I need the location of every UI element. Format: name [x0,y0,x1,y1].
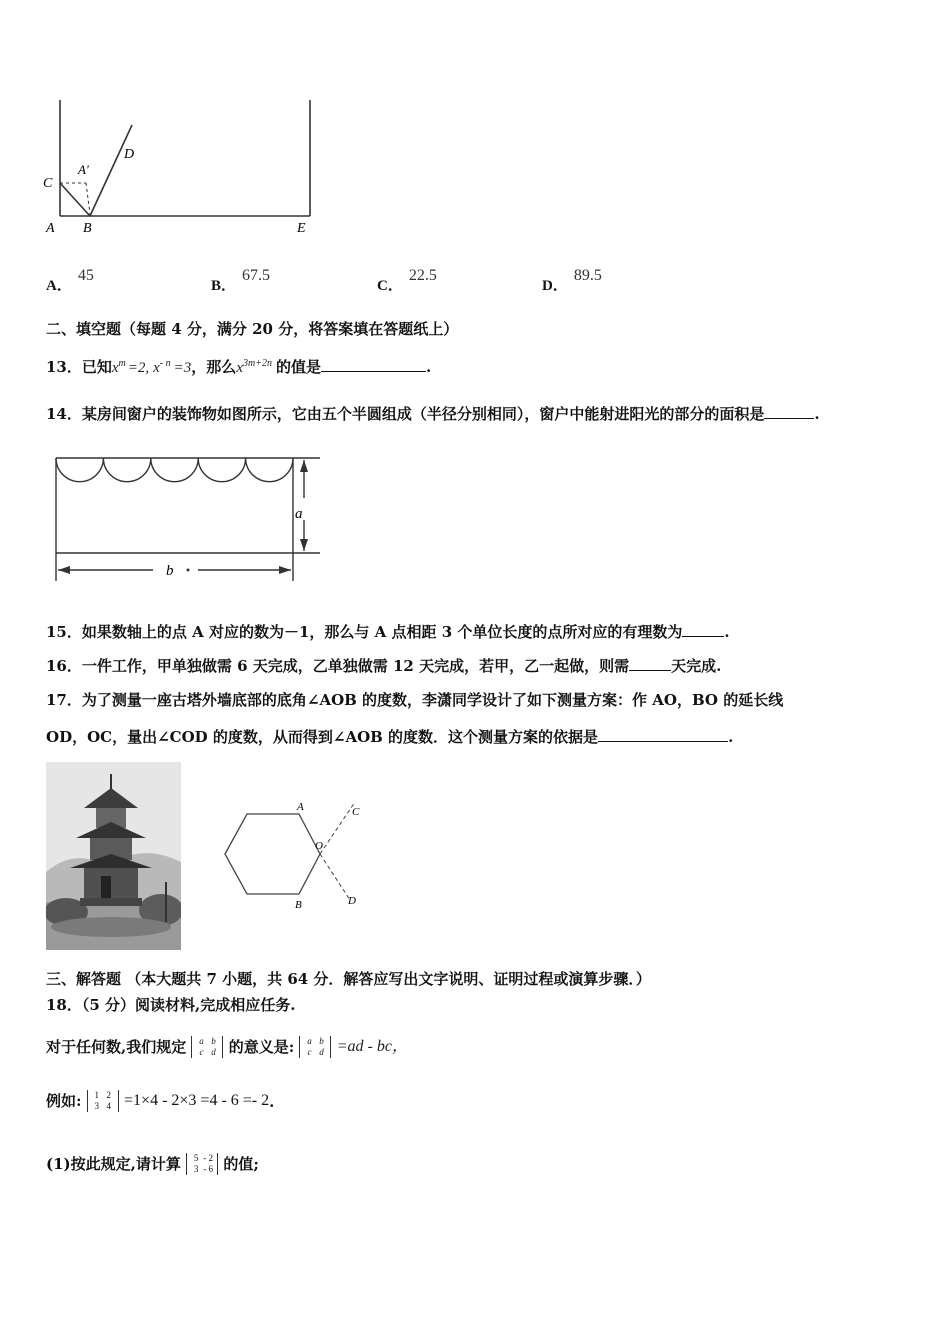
q17-line2: OD，OC，量出∠COD 的度数，从而得到∠AOB 的度数．这个测量方案的依据是 . [46,728,734,746]
determinant-abcd: a b c d [191,1036,223,1058]
label-c: C [43,176,53,191]
pagoda-photo [46,762,181,950]
option-c: C．22.5 [377,267,437,294]
hex-label-a: A [297,801,304,813]
q13-answer-blank[interactable] [321,357,426,372]
q12-figure [40,95,330,245]
hex-label-b: B [295,899,302,911]
option-b: B．67.5 [211,267,271,294]
q14: 14．某房间窗户的装饰物如图所示，它由五个半圆组成（半径分别相同），窗户中能射进阳光的部分的面积是 . [46,405,820,423]
section-2-heading: 二、填空题（每题 4 分，满分 20 分，将答案填在答题纸上） [46,320,459,338]
q17-answer-blank[interactable] [598,727,728,742]
q13: 13．已知$x^m =2$, $x^{- n} =3$，那么$x^{3m+2n}$ 的值是 . [46,358,432,376]
q15-answer-blank[interactable] [682,622,724,637]
option-a: A．45 [46,267,94,294]
label-window-b: b [166,563,174,579]
q18-example: 例如: 1 2 3 4 =1×4 - 2×3 =4 - 6 =- 2. [46,1090,275,1111]
determinant-abcd-2: a b c d [299,1036,331,1058]
label-window-a: a [295,506,303,522]
label-d: D [124,147,135,162]
hex-label-c: C [352,806,360,818]
label-b: B [83,221,92,236]
q18-task1: (1)按此规定,请计算 5 - 2 3 - 6 的值; [46,1153,259,1174]
hex-label-d: D [348,895,356,907]
determinant-task: 5 - 2 3 - 6 [186,1153,218,1175]
q17-hexagon-figure [215,790,375,920]
q17-line1: 17．为了测量一座古塔外墙底部的底角∠AOB 的度数，李潇同学设计了如下测量方案：作 AO，BO 的延长线 [46,691,784,709]
q16: 16．一件工作，甲单独做需 6 天完成，乙单独做需 12 天完成，若甲，乙一起做，则需 天完成. [46,657,722,675]
q16-answer-blank[interactable] [629,656,671,671]
q14-window-figure [48,448,328,588]
hex-label-o: O [315,840,323,852]
q15: 15．如果数轴上的点 A 对应的数为－1，那么与 A 点相距 3 个单位长度的点所对应的有理数为 . [46,623,730,641]
option-d: D．89.5 [542,267,602,294]
determinant-example: 1 2 3 4 [87,1090,119,1112]
q14-answer-blank[interactable] [764,404,814,419]
section-3-heading: 三、解答题 （本大题共 7 小题，共 64 分．解答应写出文字说明、证明过程或演算步骤．） [46,970,651,988]
label-e: E [297,221,306,236]
label-a: A [46,221,55,236]
label-a-prime: A′ [78,162,89,177]
q18-definition: 对于任何数,我们规定 a b c d 的意义是: a b c d =ad - bc， [46,1036,408,1057]
q18-title: 18．（5 分）阅读材料,完成相应任务. [46,996,296,1014]
